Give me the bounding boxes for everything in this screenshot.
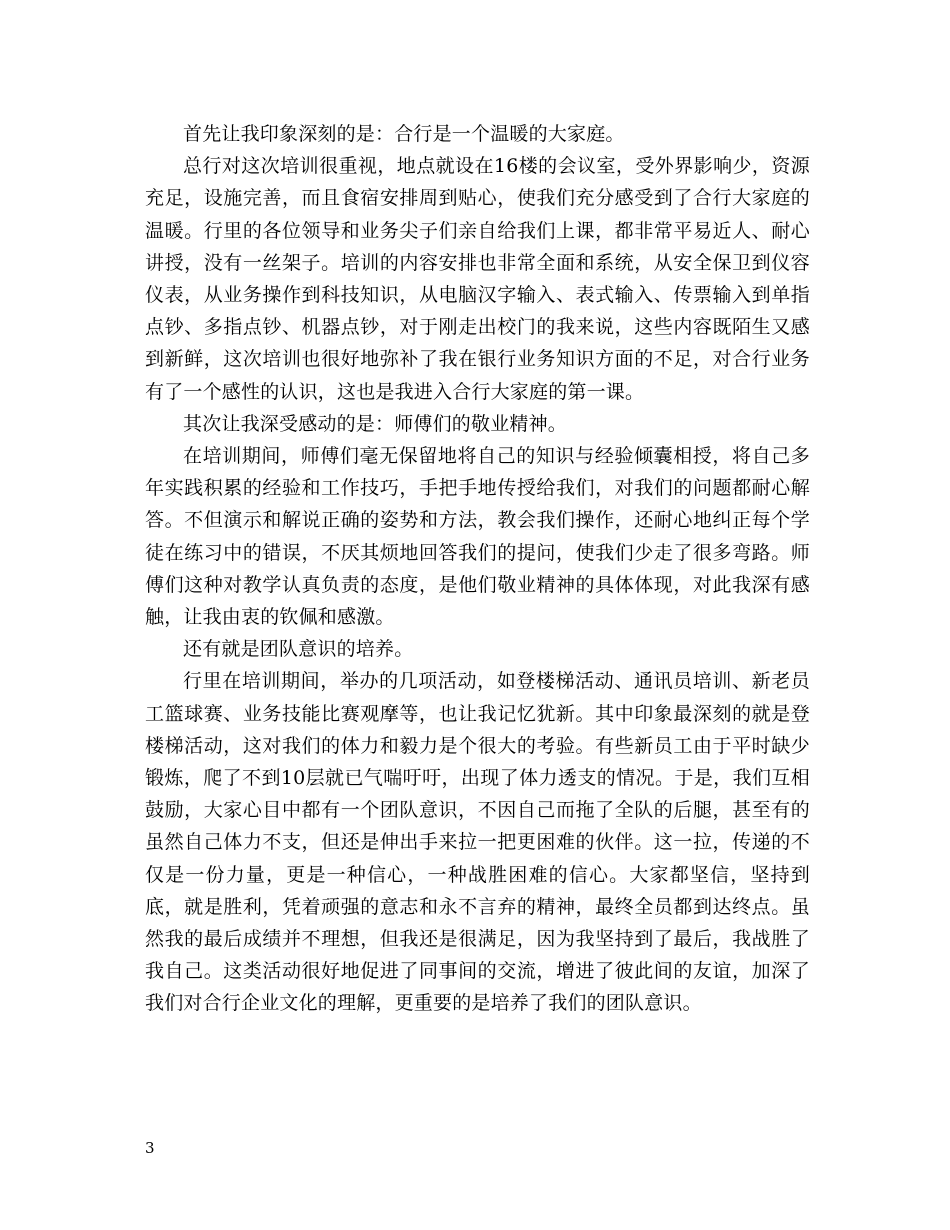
- paragraph-mentor-heading: 其次让我深受感动的是：师傅们的敬业精神。: [183, 412, 568, 435]
- body-text: [145, 118, 810, 1020]
- paragraph-team-activities: 行里在培训期间，举办的几项活动，如登楼梯活动、通讯员培训、新老员工篮球赛、业务技能比赛观摩等，也让我记忆犹新。其中印象最深刻的就是登楼梯活动，这对我们的体力和毅力是个很大的考验。有些新员工由于平时缺少锻炼，爬了不到10层就已气喘吁吁，出现了体力透支的情况。于是，我们互相鼓励，大家心目中都有一个团队意识，不因自己而拖了全队的后腿，甚至有的虽然自己体力不支，但还是伸出手来拉一把更困难的伙伴。这一拉，传递的不仅是一份力量，更是一种信心，一种战胜困难的信心。大家都坚信，坚持到底，就是胜利，凭着顽强的意志和永不言弃的精神，最终全员都到达终点。虽然我的最后成绩并不理想，但我还是很满足，因为我坚持到了最后，我战胜了我自己。这类活动很好地促进了同事间的交流，增进了彼此间的友谊，加深了我们对合行企业文化的理解，更重要的是培养了我们的团队意识。: [145, 670, 810, 1015]
- paragraph-mentor-details: 在培训期间，师傅们毫无保留地将自己的知识与经验倾囊相授，将自己多年实践积累的经验和工作技巧，手把手地传授给我们，对我们的问题都耐心解答。不但演示和解说正确的姿势和方法，教会我们操作，还耐心地纠正每个学徒在练习中的错误，不厌其烦地回答我们的提问，使我们少走了很多弯路。师傅们这种对教学认真负责的态度，是他们敬业精神的具体体现，对此我深有感触，让我由衷的钦佩和感激。: [145, 445, 810, 629]
- paragraph-impression-heading: 首先让我印象深刻的是：合行是一个温暖的大家庭。: [183, 123, 625, 145]
- paragraph-team-heading: 还有就是团队意识的培养。: [183, 638, 414, 661]
- page-number: 3: [145, 1139, 155, 1157]
- paragraph-training-overview: 总行对这次培训很重视，地点就设在16楼的会议室，受外界影响少，资源充足，设施完善，而且食宿安排周到贴心，使我们充分感受到了合行大家庭的温暖。行里的各位领导和业务尖子们亲自给我们上课，都非常平易近人、耐心讲授，没有一丝架子。培训的内容安排也非常全面和系统，从安全保卫到仪容仪表，从业务操作到科技知识，从电脑汉字输入、表式输入、传票输入到单指点钞、多指点钞、机器点钞，对于刚走出校门的我来说，这些内容既陌生又感到新鲜，这次培训也很好地弥补了我在银行业务知识方面的不足，对合行业务有了一个感性的认识，这也是我进入合行大家庭的第一课。: [145, 155, 810, 403]
